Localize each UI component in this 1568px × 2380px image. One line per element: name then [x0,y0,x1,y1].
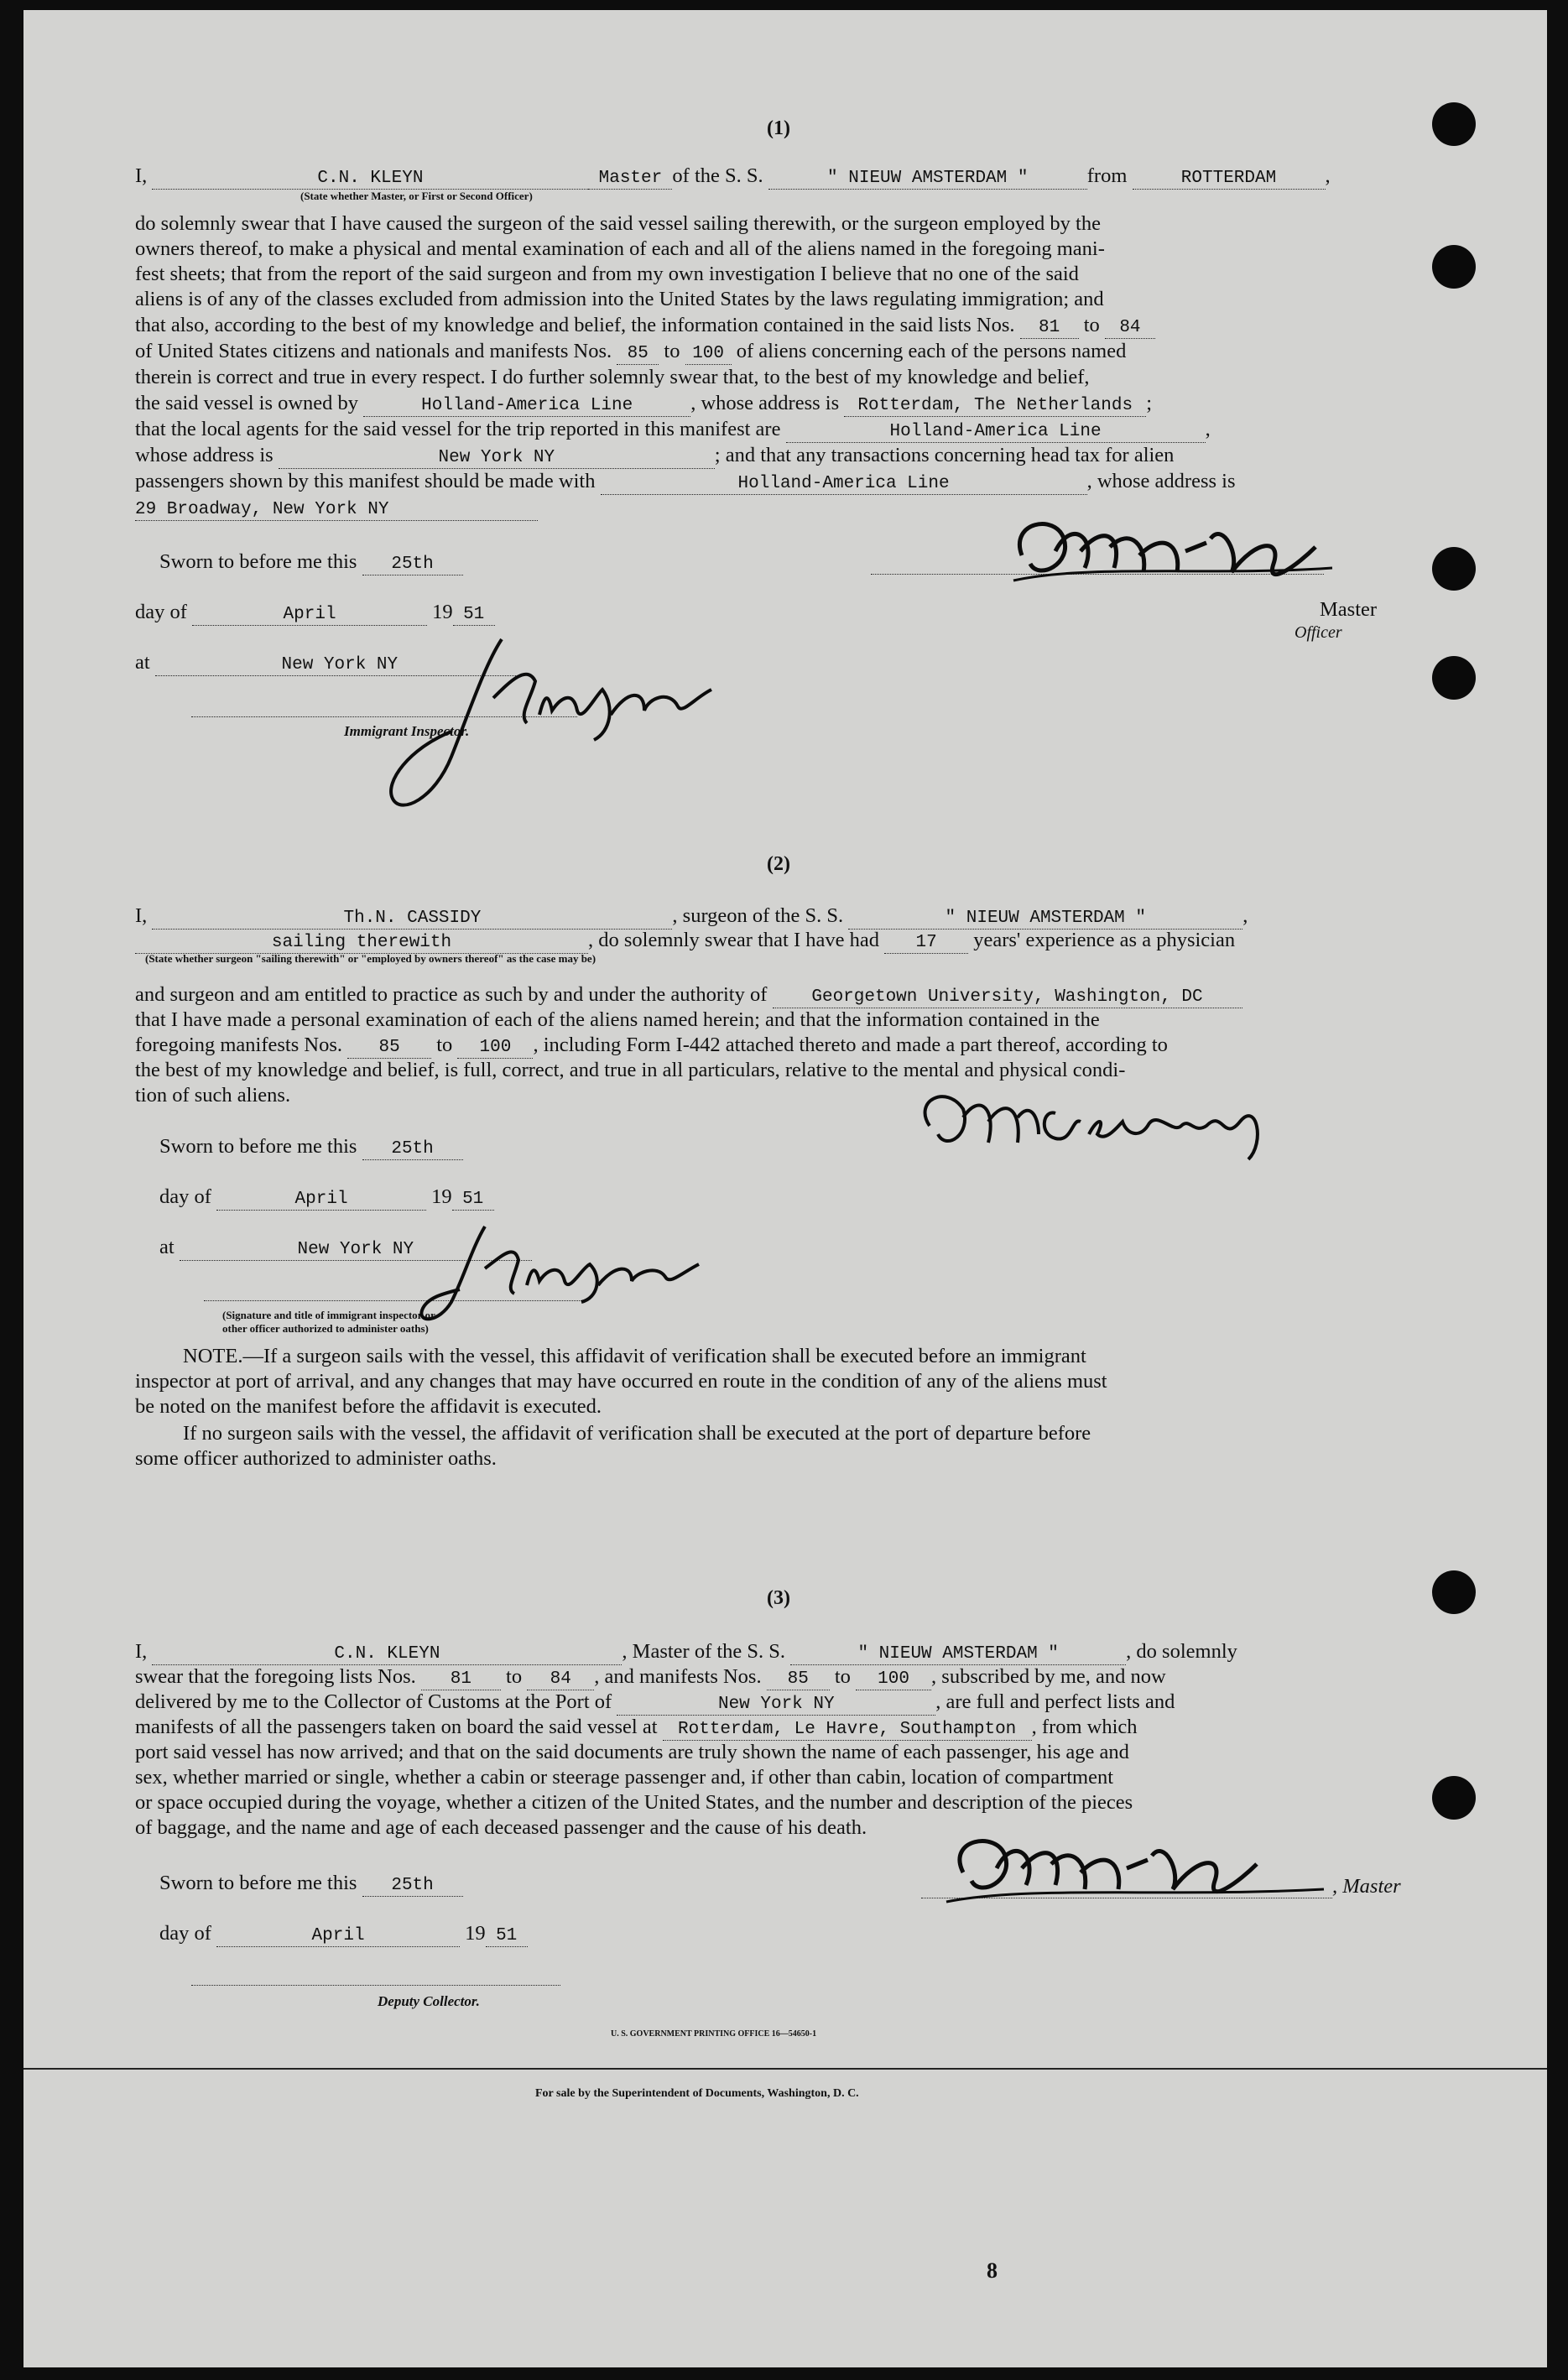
s3-master-label: , Master [1332,1875,1401,1898]
punch-hole [1432,656,1476,700]
footer-rule [23,2068,1547,2070]
section-1-number: (1) [767,117,790,139]
bottom-mark: 8 [987,2258,998,2283]
s2-l5: foregoing manifests Nos. 85 to 100 , including Form I-442 attached thereto and made a part thereof, according to [135,1034,1168,1057]
s2-state-note: (State whether surgeon "sailing therewith" or "employed by owners thereof" as the case may be) [145,952,596,965]
note-2: inspector at port of arrival, and any changes that may have occurred en route in the condition of any of the aliens must [135,1370,1107,1393]
s1-place: at New York NY [135,650,1410,676]
s2-l4: that I have made a personal examination of each of the aliens named herein; and that the information contained in the [135,1008,1100,1031]
s2-sworn: Sworn to before me this 25th [159,1134,1435,1160]
note-1: NOTE.—If a surgeon sails with the vessel, this affidavit of verification shall be executed before an immigrant [183,1345,1086,1367]
from-port: ROTTERDAM [1133,169,1326,190]
master-signature-2 [930,1822,1332,1914]
s1-p4: fest sheets; that from the report of the said surgeon and from my own investigation I believe that no one of the said [135,263,1079,285]
s3-line-2: swear that the foregoing lists Nos. 81 to 84 , and manifests Nos. 85 to 100 , subscribed by me, and now [135,1665,1166,1689]
punch-hole [1432,245,1476,289]
headtax-agent: Holland-America Line [601,474,1087,495]
s1-sworn: Sworn to before me this 25th [159,549,1435,575]
ports-boarded: Rotterdam, Le Havre, Southampton [663,1720,1032,1741]
sailing-status: sailing therewith [135,933,588,954]
s3-line-6: sex, whether married or single, whether a cabin or steerage passenger and, if other than cabin, location of compartment [135,1766,1114,1789]
section-3-number: (3) [767,1587,790,1609]
agents: Holland-America Line [786,422,1206,443]
section-2-number: (2) [767,853,790,875]
s3-line-4: manifests of all the passengers taken on board the said vessel at Rotterdam, Le Havre, Southampton , from which [135,1716,1138,1739]
s3-line-1: I, C.N. KLEYN , Master of the S. S. " NIEUW AMSTERDAM " , do solemnly [135,1640,1237,1664]
s3-line-3: delivered by me to the Collector of Customs at the Port of New York NY , are full and perfect lists and [135,1690,1175,1714]
master-signature-1 [1005,505,1341,597]
note-3: be noted on the manifest before the affidavit is executed. [135,1395,602,1418]
s3-date: day of April 19 51 [159,1921,1435,1947]
state-note: (State whether Master, or First or Second Officer) [300,190,533,202]
s1-line-1: I, C.N. KLEYN Master of the S. S. " NIEUW AMSTERDAM " from ROTTERDAM , [135,164,1331,188]
printing-office: U. S. GOVERNMENT PRINTING OFFICE 16—54650-1 [611,2029,817,2039]
agents-address: New York NY [279,448,715,469]
s1-p9: the said vessel is owned by Holland-America Line , whose address is Rotterdam, The Netherlands ; [135,392,1153,415]
deputy-signature-line [191,1985,560,1986]
s1-p6: that also, according to the best of my knowledge and belief, the information contained in the said lists Nos. 81 to 84 [135,313,1410,339]
s2-line-2: sailing therewith , do solemnly swear that I have had 17 years' experience as a physician [135,928,1410,954]
s1-officer-label: Officer [1295,623,1342,642]
owner-address: Rotterdam, The Netherlands [844,396,1146,417]
manifest-page [23,10,1547,2367]
inspector-signature-1 [359,631,728,824]
sig-note-2: other officer authorized to administer oaths) [222,1322,429,1335]
s1-p12: passengers shown by this manifest should be made with Holland-America Line , whose address is [135,470,1236,493]
master-title: Master [588,169,672,190]
s3-line-8: of baggage, and the name and age of each deceased passenger and the cause of his death. [135,1816,867,1839]
surgeon-signature [904,1075,1324,1168]
s2-l3: and surgeon and am entitled to practice as such by and under the authority of Georgetown University, Washington, DC [135,982,1410,1008]
s1-master-label: Master [1320,598,1378,621]
s3-line-5: port said vessel has now arrived; and that on the said documents are truly shown the name of each passenger, his age and [135,1741,1129,1763]
s1-p2: do solemnly swear that I have caused the surgeon of the said vessel sailing therewith, or the surgeon employed by the [135,212,1101,235]
punch-hole [1432,1776,1476,1820]
master-name: C.N. KLEYN [152,169,588,190]
authority: Georgetown University, Washington, DC [773,987,1242,1008]
inspector-signature-2 [359,1218,711,1327]
s2-place: at New York NY [159,1235,1435,1261]
s3-sworn: Sworn to before me this 25th [159,1871,1435,1897]
headtax-address: 29 Broadway, New York NY [135,500,538,521]
owner: Holland-America Line [363,396,690,417]
note-5: some officer authorized to administer oaths. [135,1447,497,1470]
punch-hole [1432,547,1476,591]
punch-hole [1432,1570,1476,1614]
s1-date: day of April 19 51 [135,600,1410,626]
s2-line-1: I, Th.N. CASSIDY , surgeon of the S. S. " NIEUW AMSTERDAM " , [135,904,1248,928]
s1-p10: that the local agents for the said vessel for the trip reported in this manifest are Holland-America Line , [135,418,1211,441]
deputy-label: Deputy Collector. [378,1993,480,2009]
sig-note-1: (Signature and title of immigrant inspector or [222,1309,435,1321]
note-4: If no surgeon sails with the vessel, the affidavit of verification shall be executed at the port of departure before [183,1422,1091,1445]
punch-hole [1432,102,1476,146]
port: New York NY [617,1695,935,1716]
s1-p8: therein is correct and true in every respect. I do further solemnly swear that, to the best of my knowledge and belief, [135,366,1090,388]
s2-date: day of April 19 51 [159,1185,1435,1211]
inspector-label: Immigrant Inspector. [344,723,470,739]
ship-name: " NIEUW AMSTERDAM " [768,169,1087,190]
s3-line-7: or space occupied during the voyage, whether a citizen of the United States, and the number and description of the pieces [135,1791,1133,1814]
s1-p3: owners thereof, to make a physical and mental examination of each and all of the aliens named in the foregoing mani- [135,237,1105,260]
for-sale-note: For sale by the Superintendent of Documents, Washington, D. C. [535,2087,859,2100]
s1-p5: aliens is of any of the classes excluded from admission into the United States by the laws regulating immigration; and [135,288,1104,310]
s1-p11: whose address is New York NY ; and that any transactions concerning head tax for alien [135,444,1175,467]
s2-l7: tion of such aliens. [135,1084,291,1107]
s1-p7: of United States citizens and nationals and manifests Nos. 85 to 100 of aliens concerning each of the persons named [135,340,1127,363]
surgeon-name: Th.N. CASSIDY [152,909,672,930]
s2-l6: the best of my knowledge and belief, is full, correct, and true in all particulars, relative to the mental and physical condi- [135,1059,1126,1081]
